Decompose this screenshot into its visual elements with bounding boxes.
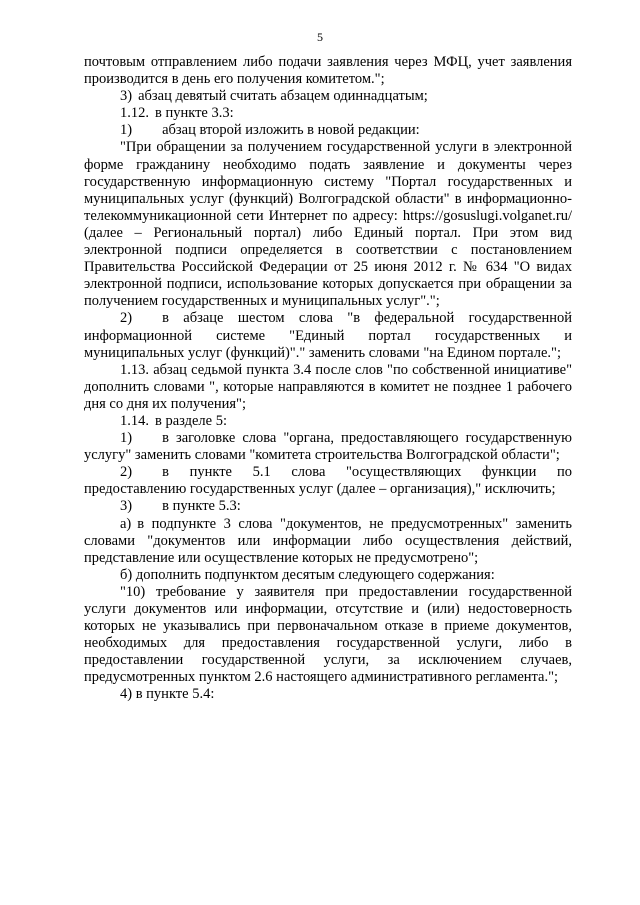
item-number: 1.14. (120, 412, 149, 429)
paragraph-item: 1.14. в разделе 5: (120, 412, 228, 429)
document-body (84, 54, 572, 704)
item-number: 1) (120, 430, 133, 447)
paragraph-item: 3) в пункте 5.3: (120, 498, 241, 515)
item-number: 2) (120, 464, 133, 481)
paragraph-item: 4) в пункте 5.4: (120, 686, 215, 703)
item-number: 1) (120, 122, 133, 139)
paragraph-item: а) в подпункте 3 слова "документов, не предусмотренных" заменить словами "документов или информации либо осуществления действий, представление или осуществление которых не предусмотрено"; (84, 515, 572, 566)
paragraph-item: 3) абзац девятый считать абзацем одиннадцатым; (120, 88, 428, 105)
paragraph-item: 1.13. абзац седьмой пункта 3.4 после слов "по собственной инициативе" дополнить словами ", которые направляются в комитет не позднее 1 рабочего дня со дня их получения"; (84, 361, 572, 412)
page-number: 5 (317, 30, 323, 44)
paragraph-item: 2) в пункте 5.1 слова "осуществляющих функции по предоставлению государственных услуг (далее – организация)," исключить; (84, 464, 572, 498)
item-number: 3) (120, 498, 133, 515)
item-number: а) (120, 515, 132, 532)
paragraph-quote: "10) требование у заявителя при предоставлении государственной услуги документов или информации, отсутствие и (или) недостоверность которых не указывались при первоначальном отказе в приеме документов, необходимых для предоставления государственной услуги, либо в предоставлении государственной услуги, за исключением случаев, предусмотренных пунктом 2.6 настоящего административного регламента."; (84, 583, 572, 686)
paragraph-item: 1) в заголовке слова "органа, предоставляющего государственную услугу" заменить словами "комитета строительства Волгоградской области"; (84, 430, 572, 464)
paragraph-item: 2) в абзаце шестом слова "в федеральной государственной информационной системе "Единый портал государственных и муниципальных услуг (функций)"." заменить словами "на Едином портале."; (84, 310, 572, 361)
item-number: 2) (120, 310, 133, 327)
paragraph-quote: "При обращении за получением государственной услуги в электронной форме гражданину необходимо подать заявление и документы через государственную информационную систему "Портал государственных и муниципальных услуг (функций) Волгоградской области" в информационно-телекоммуникационной сети Интернет по адресу: https://gosuslugi.volganet.ru/ (далее – Региональный портал) либо Единый портал. При этом вид электронной подписи определяется в соответствии с постановлением Правительства Российской Федерации от 25 июня 2012 г. № 634 "О видах электронной подписи, использование которых допускается при обращении за получением государственных и муниципальных услуг"."; (84, 139, 572, 310)
paragraph-continuation: почтовым отправлением либо подачи заявления через МФЦ, учет заявления производится в день его получения комитетом."; (84, 54, 572, 88)
item-number: 1.12. (120, 105, 149, 122)
paragraph-item: 1.12. в пункте 3.3: (120, 105, 234, 122)
paragraph-item: 1) абзац второй изложить в новой редакции: (120, 122, 420, 139)
paragraph-item: б) дополнить подпунктом десятым следующего содержания: (120, 566, 495, 583)
item-number: 3) (120, 88, 133, 105)
